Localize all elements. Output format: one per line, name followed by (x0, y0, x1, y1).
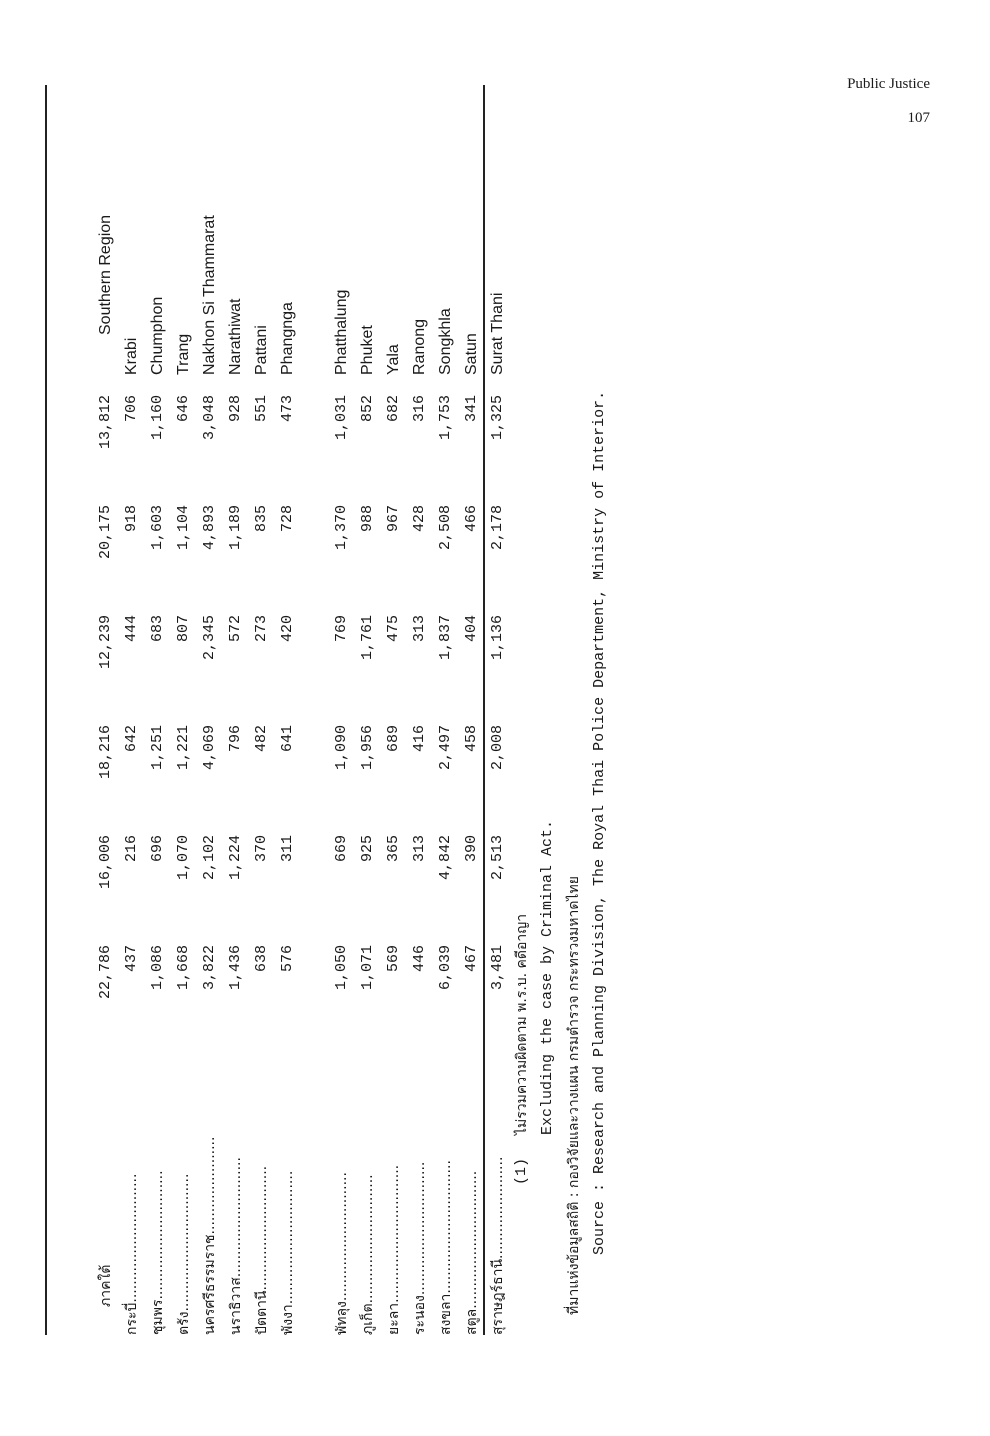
province-english-label: Satun (463, 333, 480, 375)
province-english-label: Yala (385, 344, 402, 375)
table-row (433, 85, 459, 1335)
province-value: 216 (123, 835, 140, 863)
province-value: 437 (123, 945, 140, 973)
province-value: 1,086 (149, 945, 166, 991)
region-value: 16,006 (97, 835, 114, 890)
province-value: 416 (411, 725, 428, 753)
province-thai-label: ชุมพร............................. (150, 1170, 166, 1335)
region-english-label: Southern Region (97, 214, 114, 335)
province-value: 1,136 (489, 615, 506, 661)
province-value: 641 (279, 725, 296, 753)
province-value: 1,753 (437, 395, 454, 441)
province-value: 446 (411, 945, 428, 973)
province-value: 728 (279, 505, 296, 533)
province-english-label: Pattani (253, 325, 270, 375)
province-value: 475 (385, 615, 402, 643)
footnote-marker: (1) (513, 1157, 530, 1185)
province-value: 3,048 (201, 395, 218, 441)
region-value: 18,216 (97, 725, 114, 780)
province-value: 311 (279, 835, 296, 863)
province-value: 967 (385, 505, 402, 533)
province-value: 390 (463, 835, 480, 863)
table-row (329, 85, 355, 1335)
province-value: 458 (463, 725, 480, 753)
province-value: 273 (253, 615, 270, 643)
province-value: 1,251 (149, 725, 166, 771)
province-english-label: Songkhla (437, 308, 454, 375)
province-value: 852 (359, 395, 376, 423)
footnote-thai: ไม่รวมความผิดตาม พ.ร.บ. คดีอาญา (514, 913, 530, 1135)
province-value: 1,761 (359, 615, 376, 661)
table-row (459, 85, 485, 1335)
province-value: 1,189 (227, 505, 244, 551)
province-value: 370 (253, 835, 270, 863)
notes-block (500, 85, 620, 1335)
province-value: 420 (279, 615, 296, 643)
table-bottom-rule (483, 85, 485, 1335)
province-value: 2,345 (201, 615, 218, 661)
province-english-label: Trang (175, 333, 192, 375)
province-value: 1,031 (333, 395, 350, 441)
province-english-label: Phatthalung (333, 289, 350, 375)
province-value: 6,039 (437, 945, 454, 991)
province-thai-label: สตูล............................... (464, 1170, 480, 1335)
province-value: 2,497 (437, 725, 454, 771)
table-row (355, 85, 381, 1335)
province-value: 1,070 (175, 835, 192, 881)
region-value: 20,175 (97, 505, 114, 560)
province-thai-label: กระบี่............................. (124, 1173, 140, 1335)
province-value: 2,513 (489, 835, 506, 881)
province-value: 642 (123, 725, 140, 753)
province-thai-label: ยะลา............................... (386, 1164, 402, 1335)
province-value: 4,893 (201, 505, 218, 551)
province-english-label: Nakhon Si Thammarat (201, 215, 218, 375)
province-thai-label: พังงา.............................. (280, 1170, 296, 1335)
province-value: 1,436 (227, 945, 244, 991)
province-value: 341 (463, 395, 480, 423)
province-value: 1,050 (333, 945, 350, 991)
province-value: 1,090 (333, 725, 350, 771)
province-thai-label: ระนอง.............................. (412, 1161, 428, 1335)
table-row (119, 85, 145, 1335)
province-value: 689 (385, 725, 402, 753)
province-value: 576 (279, 945, 296, 973)
province-english-label: Phangnga (279, 302, 296, 375)
province-thai-label: ปัตตานี............................ (254, 1165, 270, 1335)
table-row (275, 85, 301, 1335)
province-value: 466 (463, 505, 480, 533)
province-value: 835 (253, 505, 270, 533)
province-value: 569 (385, 945, 402, 973)
province-value: 2,508 (437, 505, 454, 551)
source-english: Source : Research and Planning Division, The Royal Thai Police Department, Ministry of Interior. (591, 390, 608, 1255)
footnote-english: Excluding the case by Criminal Act. (539, 819, 556, 1135)
province-value: 444 (123, 615, 140, 643)
province-value: 988 (359, 505, 376, 533)
region-value: 22,786 (97, 945, 114, 1000)
province-value: 706 (123, 395, 140, 423)
region-thai-label: ภาคใต้ (98, 1264, 114, 1307)
table-row (223, 85, 249, 1335)
province-english-label: Phuket (359, 325, 376, 375)
table-row (381, 85, 407, 1335)
province-value: 1,603 (149, 505, 166, 551)
page-number: 107 (907, 110, 930, 126)
province-value: 928 (227, 395, 244, 423)
province-value: 682 (385, 395, 402, 423)
province-value: 1,370 (333, 505, 350, 551)
rotated-table-page (45, 85, 505, 1335)
province-thai-label: พัทลุง............................. (334, 1172, 350, 1335)
table-row (145, 85, 171, 1335)
province-value: 551 (253, 395, 270, 423)
province-value: 1,956 (359, 725, 376, 771)
province-value: 316 (411, 395, 428, 423)
province-value: 1,325 (489, 395, 506, 441)
province-value: 3,481 (489, 945, 506, 991)
region-value: 12,239 (97, 615, 114, 670)
province-value: 4,842 (437, 835, 454, 881)
province-value: 313 (411, 615, 428, 643)
province-value: 925 (359, 835, 376, 863)
province-value: 2,178 (489, 505, 506, 551)
province-thai-label: สงขลา.............................. (438, 1160, 454, 1335)
province-thai-label: นราธิวาส........................... (228, 1157, 244, 1335)
province-value: 473 (279, 395, 296, 423)
province-value: 482 (253, 725, 270, 753)
province-value: 1,668 (175, 945, 192, 991)
province-value: 3,822 (201, 945, 218, 991)
province-value: 467 (463, 945, 480, 973)
table-row (171, 85, 197, 1335)
province-value: 796 (227, 725, 244, 753)
province-thai-label: สุราษฎร์ธานี....................... (490, 1156, 506, 1335)
province-value: 365 (385, 835, 402, 863)
province-value: 404 (463, 615, 480, 643)
province-english-label: Surat Thani (489, 292, 506, 375)
table-row (407, 85, 433, 1335)
province-value: 807 (175, 615, 192, 643)
province-value: 638 (253, 945, 270, 973)
region-total-row (93, 85, 119, 1335)
province-value: 683 (149, 615, 166, 643)
province-value: 1,160 (149, 395, 166, 441)
province-english-label: Ranong (411, 318, 428, 375)
province-value: 2,008 (489, 725, 506, 771)
table-top-rule (45, 85, 47, 1335)
province-value: 428 (411, 505, 428, 533)
table-row (249, 85, 275, 1335)
running-header-title: Public Justice (847, 76, 930, 92)
source-thai: ที่มาแห่งข้อมูลสถิติ : กองวิจัยและวางแผน กรมตำรวจ กระทรวงมหาดไทย (566, 876, 582, 1315)
province-value: 313 (411, 835, 428, 863)
province-english-label: Narathiwat (227, 298, 244, 375)
province-value: 696 (149, 835, 166, 863)
province-value: 1,221 (175, 725, 192, 771)
province-english-label: Krabi (123, 337, 140, 375)
province-value: 646 (175, 395, 192, 423)
province-value: 2,102 (201, 835, 218, 881)
region-value: 13,812 (97, 395, 114, 450)
province-value: 669 (333, 835, 350, 863)
province-english-label: Chumphon (149, 296, 166, 375)
province-value: 4,069 (201, 725, 218, 771)
province-thai-label: ตรัง............................... (176, 1173, 192, 1335)
province-value: 572 (227, 615, 244, 643)
province-thai-label: ภูเก็ต............................. (360, 1174, 376, 1335)
province-thai-label: นครศรีธรรมราช...................... (202, 1136, 218, 1335)
table-row (197, 85, 223, 1335)
province-value: 1,071 (359, 945, 376, 991)
province-value: 1,837 (437, 615, 454, 661)
province-value: 1,224 (227, 835, 244, 881)
province-value: 1,104 (175, 505, 192, 551)
province-value: 918 (123, 505, 140, 533)
province-value: 769 (333, 615, 350, 643)
